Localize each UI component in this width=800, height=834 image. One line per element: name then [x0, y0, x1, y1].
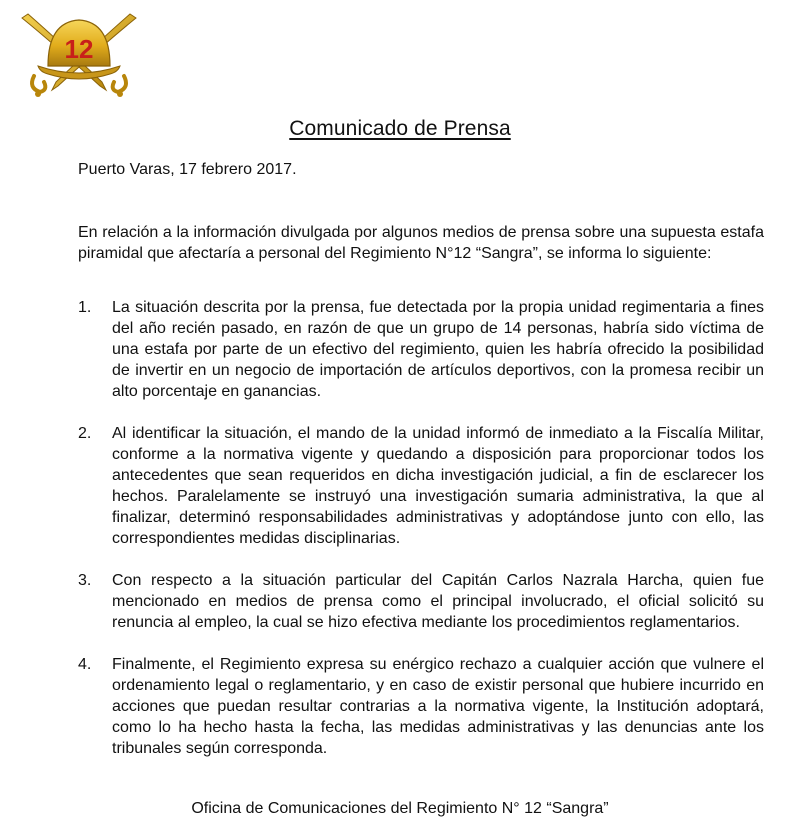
- list-item-text: Finalmente, el Regimiento expresa su enérgico rechazo a cualquier acción que vulnere el ordenamiento legal o reglamentario, y en caso de existir personal que hubiere incurrido en acciones que puedan resultar contrarias a la normativa vigente, la Institución adoptará, como lo ha hecho hasta la fecha, las medidas administrativas y las denuncias ante los tribunales según corresponda.: [112, 656, 764, 757]
- list-item-text: Con respecto a la situación particular del Capitán Carlos Nazrala Harcha, quien fue mencionado en medios de prensa como el principal involucrado, el oficial solicitó su renuncia al empleo, la cual se hizo efectiva mediante los procedimientos reglamentarios.: [112, 572, 764, 631]
- list-item-number: 2.: [78, 425, 92, 442]
- list-item: [78, 297, 764, 402]
- crossed-sabers-helmet-icon: [14, 8, 144, 100]
- regiment-emblem: [14, 8, 144, 100]
- list-item: [78, 570, 764, 633]
- document-date: Puerto Varas, 17 febrero 2017.: [78, 161, 297, 178]
- footer-signature: Oficina de Comunicaciones del Regimiento N° 12 “Sangra”: [191, 800, 609, 817]
- list-item-text: La situación descrita por la prensa, fue detectada por la propia unidad regimentaria a fines del año recién pasado, en razón de que un grupo de 14 personas, habría sido víctima de una estafa por parte de un efectivo del regimiento, quien les habría ofrecido la posibilidad de invertir en un negocio de importación de artículos deportivos, con la promesa recibir un alto porcentaje en ganancias.: [112, 299, 764, 400]
- list-item-text: Al identificar la situación, el mando de la unidad informó de inmediato a la Fiscalía Militar, conforme a la normativa vigente y quedando a disposición para proporcionar todos los antecedentes que sean requeridos en dicha investigación judicial, a fin de esclarecer los hechos. Paralelamente se instruyó una investigación sumaria administrativa, la que al finalizar, determinó responsabilidades administrativas y adoptándose junto con ello, las correspondientes medidas disciplinarias.: [112, 425, 764, 547]
- list-item-number: 1.: [78, 299, 92, 316]
- numbered-list: [78, 297, 764, 780]
- emblem-number: 12: [64, 34, 94, 64]
- list-item-number: 4.: [78, 656, 92, 673]
- intro-paragraph: En relación a la información divulgada por algunos medios de prensa sobre una supuesta estafa piramidal que afectaría a personal del Regimiento N°12 “Sangra”, se informa lo siguiente:: [78, 224, 764, 262]
- list-item-number: 3.: [78, 572, 92, 589]
- list-item: [78, 423, 764, 549]
- page-title: Comunicado de Prensa: [289, 117, 511, 140]
- list-item: [78, 654, 764, 759]
